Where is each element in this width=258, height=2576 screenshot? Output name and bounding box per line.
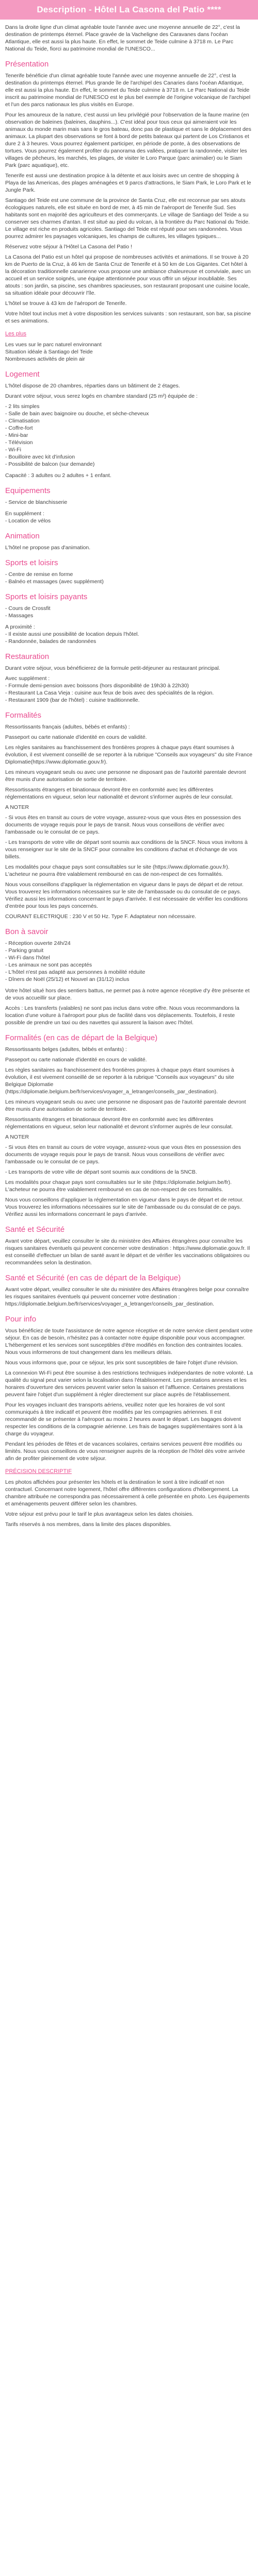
paragraph: Les règles sanitaires au franchissement des frontières propres à chaque pays étant soumises à évolution, il est vivement conseillé de se reporter à la rubrique "Conseils aux voyageurs" du site France Diplomatie(https://www.diplomatie.gouv.fr).: [5, 744, 253, 765]
paragraph: Les modalités pour chaque pays sont consultables sur le site (https://www.diplomatie.gouv.fr). L'acheteur ne pourra être valablement remboursé en cas de non-respect de ces formalités.: [5, 864, 230, 877]
page-title: Description - Hôtel La Casona del Patio ****: [0, 0, 258, 20]
paragraph: Ressortissants belges (adultes, bébés et enfants) :: [5, 1046, 127, 1053]
list-line: Situation idéale à Santiago del Teide: [5, 349, 93, 355]
paragraph: Tarifs réservés à nos membres, dans la limite des places disponibles.: [5, 1521, 172, 1528]
paragraph: - Si vous êtes en transit au cours de votre voyage, assurez-vous que vous êtes en possession des documents de voyage requis pour le pays de transit. Nous vous conseillons de vérifier avec l'ambassade ou le consulat de ce pays.: [5, 1144, 241, 1165]
paragraph: Santiago del Teide est une commune de la province de Santa Cruz, elle est reconnue par ses atouts écologiques naturels, elle est située en bord de mer, à 45 min de l'aéroport de Tenerife Sud. Ses habitants sont en majorité des agriculteurs et des commerçants. Le village de Santiago del Teide a su conserver ses charmes d'antan. Il est situé au pied du volcan, à la frontière du Parc National du Teide. Le village est riche en produits agricoles. Santiago del Teide est réputé pour ses randonnées. Vous pourrez admirer les paysages volcaniques, les champs de cultures, les villages typiques...: [5, 197, 250, 240]
list-line: - Parking gratuit: [5, 947, 44, 954]
paragraph: Tenerife bénéficie d'un climat agréable toute l'année avec une moyenne annuelle de 22°, c'est la destination du printemps éternel. Plus grande île de l'archipel des Canaries dans l'océan Atlantique, elle est aussi la plus haute. En effet, le sommet du Teide culmine à 3718 m. Le Parc National du Teide inscrit au patrimoine mondial de l'UNESCO est le plus bel exemple de l'origine volcanique de l'archipel et l'un des parcs nationaux les plus visités en Europe.: [5, 73, 251, 108]
list-line: - Centre de remise en forme: [5, 571, 73, 578]
section-heading: Présentation: [5, 60, 49, 69]
list-line: En supplément :: [5, 511, 44, 517]
list-line: - Wi-Fi: [5, 447, 21, 453]
list-line: Avec supplément :: [5, 675, 50, 682]
list-line: - Possibilité de balcon (sur demande): [5, 461, 95, 467]
paragraph: Votre hôtel situé hors des sentiers battus, ne permet pas à notre agence réceptive d'y être présente et de vous accueillir sur place.: [5, 988, 250, 1001]
paragraph: Durant votre séjour, vous serez logés en chambre standard (25 m²) équipée de :: [5, 393, 198, 399]
spacer: [5, 506, 253, 510]
section-heading: Sports et loisirs: [5, 558, 58, 567]
section-heading: Pour info: [5, 1315, 37, 1324]
paragraph: Passeport ou carte nationale d'identité en cours de validité.: [5, 734, 147, 740]
paragraph: - Les transports de votre ville de départ sont soumis aux conditions de la SNCB.: [5, 1169, 197, 1175]
section-heading: Formalités: [5, 711, 42, 720]
section-heading: Santé et Sécurité (en cas de départ de la Belgique): [5, 1274, 181, 1282]
list-line: Les vues sur le parc naturel environnant: [5, 342, 102, 348]
list-line: - Il existe aussi une possibilité de location depuis l'hôtel.: [5, 631, 139, 637]
list-line: - Salle de bain avec baignoire ou douche, et sèche-cheveux: [5, 411, 149, 417]
paragraph: Pour les voyages incluant des transports aériens, veuillez noter que les horaires de vol sont communiqués à titre indicatif et peuvent être modifiés par les compagnies aériennes. Il est recommandé de se présenter à l'aéroport au moins 2 heures avant le départ. Les bagages doivent respecter les conditions de la compagnie aérienne. Les frais de bagages supplémentaires sont à la charge du voyageur.: [5, 1402, 243, 1437]
spacer: [5, 983, 253, 987]
paragraph: Vous bénéficiez de toute l'assistance de notre agence réceptive et de notre service client pendant votre séjour. En cas de besoin, n'hésitez pas à contacter notre équipe disponible pour vous accompagner. L'hébergement et les services sont susceptibles d'être modifiés en fonction des contraintes locales. Nous vous informerons de tout changement dans les meilleurs délais.: [5, 1328, 253, 1355]
section-heading: Animation: [5, 532, 40, 540]
paragraph: L'hôtel ne propose pas d'animation.: [5, 545, 91, 551]
section-heading: Sports et loisirs payants: [5, 592, 88, 601]
paragraph: Accès : Les transferts (valables) ne sont pas inclus dans votre offre. Nous vous recommandons la location d'une voiture à l'aéroport pour plus de facilité dans vos déplacements. Toutefois, il reste possible de prendre un taxi ou des navettes qui assurent la liaison avec l'hôtel.: [5, 1005, 239, 1026]
list-line: - Dîners de Noël (25/12) et Nouvel an (31/12) inclus: [5, 976, 130, 982]
list-line: - Bouilloire avec kit d'infusion: [5, 454, 75, 460]
paragraph: COURANT ELECTRIQUE : 230 V et 50 Hz. Type F. Adaptateur non nécessaire.: [5, 913, 197, 920]
list-line: - Mini-bar: [5, 432, 28, 438]
paragraph: L'hôtel se trouve à 43 km de l'aéroport de Tenerife.: [5, 300, 127, 307]
spacer: [5, 619, 253, 623]
section-heading: Santé et Sécurité: [5, 1225, 65, 1234]
section-heading: Logement: [5, 370, 40, 379]
list-line: - 2 lits simples: [5, 403, 40, 410]
list-line: - Service de blanchisserie: [5, 499, 68, 505]
paragraph: Nous vous informons que, pour ce séjour, les prix sont susceptibles de faire l'objet d'une révision.: [5, 1360, 238, 1366]
paragraph: Pour les amoureux de la nature, c'est aussi un lieu privilégié pour l'observation de la faune marine (en observation de baleines (baleines, dauphins...). C'est idéal pour tous ceux qui aimeraient voir les animaux du monde marin mais sans le gros bateau, donc pas de plastique et sans le déplacement des animaux. La plupart des observations se font à bord de petits bateaux qui partent de Los Cristianos et dure 2 à 3 heures. Vous pourrez également participer, en période de ponte, à des observations de tortues. Vous pourrez également profiter du panorama des vallées, pratiquer la randonnée, visiter les villages de pêcheurs, les marchés, les plages, de visiter le Loro Parque (parc animalier) ou le Siam Park (parc aquatique), etc.: [5, 112, 251, 168]
paragraph: Avant votre départ, veuillez consulter le site du ministère des Affaires étrangères pour connaître les risques sanitaires éventuels qui peuvent concerner votre destination : https://www.diplomatie.gouv.fr. Il est conseillé d'effectuer un bilan de santé avant le départ et de vérifier les vaccinations obligatoires ou recommandées selon la destination.: [5, 1238, 250, 1266]
list-line: - Formule demi-pension avec boissons (hors disponibilité de 19h30 à 22h30): [5, 683, 189, 689]
paragraph: Les modalités pour chaque pays sont consultables sur le site (https://diplomatie.belgium.be/fr). L'acheteur ne pourra être valablement remboursé en cas de non-respect de ces formalités.: [5, 1179, 232, 1193]
paragraph: Les mineurs voyageant seuls ou avec une personne ne disposant pas de l'autorité parentale devront être munis d'une autorisation de sortie de territoire.: [5, 769, 246, 783]
paragraph: A NOTER: [5, 804, 29, 810]
section-heading: Formalités (en cas de départ de la Belgique): [5, 1033, 158, 1042]
subsection-heading: PRÉCISION DESCRIPTIF: [5, 1468, 72, 1475]
list-line: - Télévision: [5, 439, 33, 446]
paragraph: Ressortissants étrangers et binationaux devront être en conformité avec les différentes réglementations en vigueur, selon leur nationalité et devront s'informer auprès de leur consulat.: [5, 1116, 233, 1130]
paragraph: La Casona del Patio est un hôtel qui propose de nombreuses activités et animations. Il se trouve à 20 km de Puerto de la Cruz, à 46 km de Santa Cruz de Tenerife et à 50 km de Los Gigantes. Cet hôtel à la décoration traditionnelle canarienne vous propose une ambiance chaleureuse et conviviale, avec un accueil et un service soignés, une équipe attentionnée pour vous offrir un séjour inoubliable. Ses atouts : son jardin, sa piscine, ses chambres spacieuses, son restaurant proposant une cuisine locale, sa situation idéale pour découvrir l'île.: [5, 254, 251, 296]
paragraph: La connexion Wi-Fi peut être soumise à des restrictions techniques indépendantes de notre volonté. La qualité du signal peut varier selon la localisation dans l'établissement. Les prestations annexes et les horaires d'ouverture des services peuvent varier selon la saison et l'affluence. Certaines prestations peuvent faire l'objet d'un supplément à régler directement sur place auprès de l'établissement.: [5, 1370, 253, 1398]
paragraph: Pendant les périodes de fêtes et de vacances scolaires, certains services peuvent être modifiés ou limités. Nous vous conseillons de vous renseigner auprès de la réception de l'hôtel dès votre arrivée afin de profiter pleinement de votre séjour.: [5, 1441, 245, 1462]
description-body: [0, 20, 258, 1541]
paragraph: L'hôtel dispose de 20 chambres, réparties dans un bâtiment de 2 étages.: [5, 383, 180, 389]
section-heading: Equipements: [5, 486, 51, 495]
paragraph: Les mineurs voyageant seuls ou avec une personne ne disposant pas de l'autorité parentale devront être munis d'une autorisation de sortie de territoire.: [5, 1099, 246, 1112]
list-line: - Wi-Fi dans l'hôtel: [5, 955, 50, 961]
list-line: - Coffre-fort: [5, 425, 33, 431]
list-line: - Massages: [5, 613, 34, 619]
list-line: - Restaurant La Casa Vieja : cuisine aux feux de bois avec des spécialités de la région.: [5, 690, 214, 696]
paragraph: Réservez votre séjour à l'Hôtel La Casona del Patio !: [5, 244, 132, 250]
section-heading: Restauration: [5, 652, 50, 661]
list-line: - Balnéo et massages (avec supplément): [5, 579, 104, 585]
paragraph: - Les transports de votre ville de départ sont soumis aux conditions de la SNCF. Nous vous invitons à vous renseigner sur le site de la SNCF pour connaître les conditions d'achat et d'échange de vos billets.: [5, 839, 248, 860]
list-line: A proximité :: [5, 624, 35, 630]
list-line: - Réception ouverte 24h/24: [5, 940, 71, 946]
list-line: Nombreuses activités de plein air: [5, 356, 85, 362]
list-line: - Les animaux ne sont pas acceptés: [5, 962, 92, 968]
list-line: - Climatisation: [5, 418, 40, 424]
list-line: Capacité : 3 adultes ou 2 adultes + 1 enfant.: [5, 472, 111, 479]
subsection-heading: Les plus: [5, 331, 26, 337]
section-heading: Bon à savoir: [5, 927, 49, 936]
list-line: - Restaurant 1909 (bar de l'hôtel) : cuisine traditionnelle.: [5, 697, 140, 703]
paragraph: Passeport ou carte nationale d'identité en cours de validité.: [5, 1057, 147, 1063]
paragraph: Ressortissants français (adultes, bébés et enfants) :: [5, 724, 130, 730]
list-line: - Location de vélos: [5, 518, 51, 524]
paragraph: Durant votre séjour, vous bénéficierez de la formule petit-déjeuner au restaurant principal.: [5, 665, 220, 671]
paragraph: Votre hôtel tout inclus met à votre disposition les services suivants : son restaurant, son bar, sa piscine et ses animations.: [5, 311, 251, 324]
list-line: - L'hôtel n'est pas adapté aux personnes à mobilité réduite: [5, 969, 146, 975]
paragraph: Les photos affichées pour présenter les hôtels et la destination le sont à titre indicatif et non contractuel. Concernant notre logement, l'hôtel offre différentes configurations d'hébergement. La chambre attribuée ne correspondra pas nécessairement à celle présentée en photo. Les équipements et aménagements peuvent différer selon les chambres.: [5, 1479, 250, 1507]
paragraph: - Si vous êtes en transit au cours de votre voyage, assurez-vous que vous êtes en possession des documents de voyage requis pour le pays de transit. Nous vous conseillons de vérifier avec l'ambassade ou le consulat de ce pays.: [5, 815, 241, 835]
list-line: - Cours de Crossfit: [5, 605, 51, 612]
list-line: - Randonnée, balades de randonnées: [5, 638, 96, 645]
paragraph: Nous vous conseillons d'appliquer la réglementation en vigueur dans le pays de départ et de retour. Vous trouverez les informations nécessaires sur le site de l'ambassade ou du consulat de ce pays. Vérifiez aussi les informations concernant le pays d'arrivée. Il est nécessaire de vérifier les conditions d'entrée pour tous les pays concernés.: [5, 882, 248, 909]
paragraph: Tenerife est aussi une destination propice à la détente et aux loisirs avec un centre de shopping à Playa de las Americas, des plages aménagées et 9 parcs d'attractions, le Siam Park, le Loro Park et le Jungle Park.: [5, 173, 251, 193]
paragraph: Ressortissants étrangers et binationaux devront être en conformité avec les différentes réglementations en vigueur, selon leur nationalité et devront s'informer auprès de leur consulat.: [5, 787, 233, 800]
paragraph: A NOTER: [5, 1134, 29, 1140]
paragraph: Dans la droite ligne d'un climat agréable toute l'année avec une moyenne annuelle de 22°, c'est la destination de printemps éternel. Place gravée de la Vacheligne des Caravanes dans l'océan Atlantique, elle est aussi la plus haute. En effet, le sommet de Teide culmine à 3718 m. Le Parc National du Teide, fiorci au patrimoine mondial de l'UNESCO...: [5, 24, 240, 52]
paragraph: Avant votre départ, veuillez consulter le site du ministère des Affaires étrangères belge pour connaître les risques sanitaires éventuels qui peuvent concerner votre destination : https://diplomatie.belgium.be/fr/services/voyager_a_letranger/conseils_par_destination.: [5, 1286, 249, 1307]
paragraph: Les règles sanitaires au franchissement des frontières propres à chaque pays étant soumises à évolution, il est vivement conseillé de se reporter à la rubrique "Conseils aux voyageurs" du site Belgique Diplomatie (https://diplomatie.belgium.be/fr/services/voyager_a_letranger/conseils_par_destination).: [5, 1067, 234, 1095]
paragraph: Votre séjour est prévu pour le tarif le plus avantageux selon les dates choisies.: [5, 1511, 194, 1517]
paragraph: Nous vous conseillons d'appliquer la réglementation en vigueur dans le pays de départ et de retour. Vous trouverez les informations nécessaires sur le site de l'ambassade ou du consulat de ce pays. Vérifiez aussi les informations concernant le pays d'arrivée.: [5, 1197, 244, 1217]
spacer: [5, 468, 253, 472]
